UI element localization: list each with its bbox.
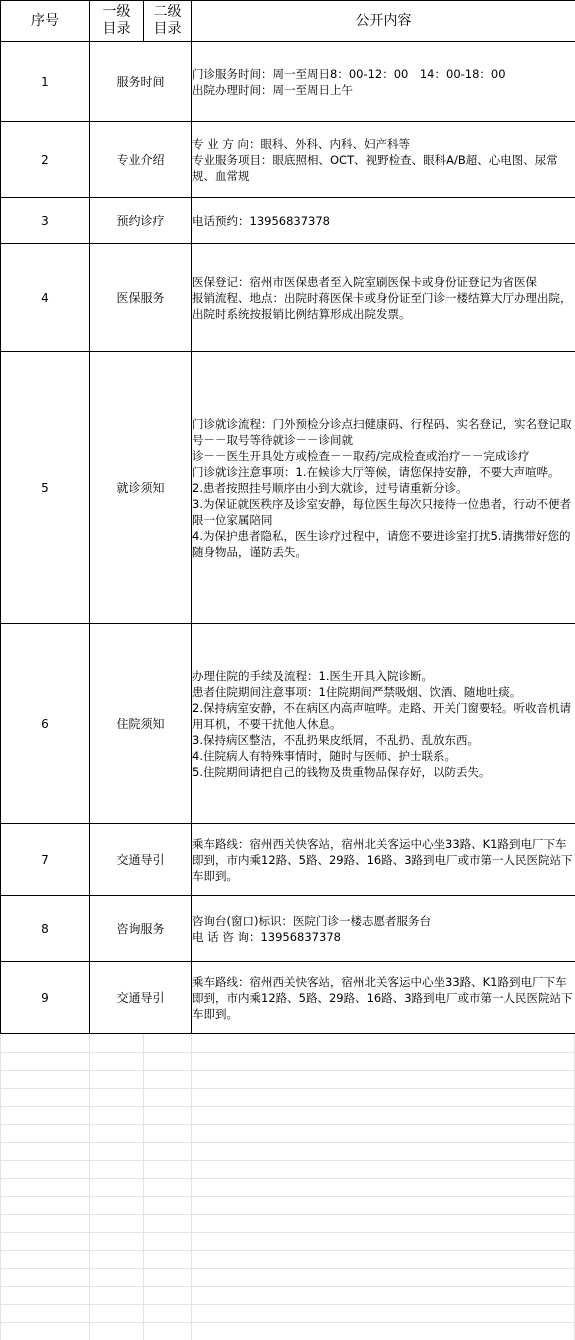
- grid-line: [0, 1088, 575, 1089]
- header-level2: [144, 1, 192, 42]
- content-line: 医保登记：宿州市医保患者至入院室刷医保卡或身份证登记为省医保: [192, 274, 537, 289]
- grid-line: [0, 1160, 575, 1161]
- table-row: [1, 352, 575, 624]
- header-content: 公开内容: [192, 1, 575, 42]
- content-line: 电 话 咨 询：13956837378: [192, 929, 341, 944]
- row-index: 1: [1, 42, 90, 122]
- table-row: [1, 122, 575, 198]
- header-level2-line2: 目录: [153, 21, 182, 37]
- row-content: [192, 244, 575, 352]
- grid-line: [0, 1322, 575, 1323]
- content-line: 2.保持病室安静，不在病区内高声喧哗。走路、开关门窗要轻。听收音机请用耳机，不要干扰他人休息。: [192, 700, 571, 731]
- row-category: 咨询服务: [90, 896, 192, 962]
- header-level1-line1: 一级: [102, 4, 131, 20]
- row-content: [192, 198, 575, 244]
- content-line: 专 业 方 向：眼科、外科、内科、妇产科等: [192, 136, 410, 151]
- content-line: 5.住院期间请把自己的钱物及贵重物品保存好，以防丢失。: [192, 764, 491, 779]
- grid-line: [0, 1304, 575, 1305]
- row-category: 就诊须知: [90, 352, 192, 624]
- row-category: 服务时间: [90, 42, 192, 122]
- row-category: 医保服务: [90, 244, 192, 352]
- content-line: 诊－－医生开具处方或检查－－取药/完成检查或治疗－－完成诊疗: [192, 448, 530, 463]
- content-line: 3.为保证就医秩序及诊室安静，每位医生每次只接待一位患者，行动不便者限一位家属陪同: [192, 496, 571, 527]
- row-category: 专业介绍: [90, 122, 192, 198]
- grid-line: [0, 1286, 575, 1287]
- content-line: 2.患者按照挂号顺序由小到大就诊，过号请重新分诊。: [192, 480, 468, 495]
- row-category: 交通导引: [90, 962, 192, 1034]
- table-row: [1, 896, 575, 962]
- grid-line: [0, 1196, 575, 1197]
- row-index: 8: [1, 896, 90, 962]
- grid-line: [0, 1178, 575, 1179]
- content-line: 门诊就诊流程：门外预检分诊点扫健康码、行程码、实名登记，实名登记取号－－取号等待就诊－－诊间就: [192, 416, 572, 447]
- row-content: [192, 42, 575, 122]
- content-line: 电话预约：13956837378: [192, 213, 330, 228]
- row-content: [192, 896, 575, 962]
- content-line: 咨询台(窗口)标识：医院门诊一楼志愿者服务台: [192, 913, 431, 928]
- table-row: [1, 244, 575, 352]
- grid-line: [0, 1250, 575, 1251]
- grid-line: [0, 1052, 575, 1053]
- content-line: 办理住院的手续及流程：1.医生开具入院诊断。: [192, 668, 433, 683]
- content-line: 乘车路线：宿州西关快客站，宿州北关客运中心坐33路、K1路到电厂下车即到，市内乘12路、5路、29路、16路、3路到电厂或市第一人民医院站下车即到。: [192, 836, 573, 883]
- row-content: [192, 962, 575, 1034]
- content-line: 门诊服务时间：周一至周日8：00-12：00 14：00-18：00: [192, 66, 506, 81]
- grid-line: [0, 1142, 575, 1143]
- header-index: 序号: [1, 1, 90, 42]
- empty-spreadsheet-grid: [0, 1034, 575, 1340]
- table-row: [1, 198, 575, 244]
- row-index: 9: [1, 962, 90, 1034]
- table-row: [1, 624, 575, 824]
- row-category: 住院须知: [90, 624, 192, 824]
- row-content: [192, 352, 575, 624]
- row-content: [192, 122, 575, 198]
- header-level2-line1: 二级: [153, 4, 182, 20]
- table-row: [1, 962, 575, 1034]
- row-category: 预约诊疗: [90, 198, 192, 244]
- content-line: 门诊就诊注意事项：1.在候诊大厅等候，请您保持安静，不要大声喧哗。: [192, 464, 560, 479]
- content-line: 4.为保护患者隐私，医生诊疗过程中，请您不要进诊室打扰5.请携带好您的随身物品，谨防丢失。: [192, 528, 571, 559]
- grid-line: [0, 1034, 1, 1340]
- content-line: 专业服务项目：眼底照相、OCT、视野检查、眼科A/B超、心电图、尿常规、血常规: [192, 152, 558, 183]
- content-line: 3.保持病区整洁，不乱扔果皮纸屑，不乱扔、乱放东西。: [192, 732, 479, 747]
- grid-line: [0, 1214, 575, 1215]
- content-line: 患者住院期间注意事项：1住院期间严禁吸烟、饮酒、随地吐痰。: [192, 684, 522, 699]
- grid-line: [0, 1070, 575, 1071]
- table-row: [1, 42, 575, 122]
- row-index: 7: [1, 824, 90, 896]
- row-index: 5: [1, 352, 90, 624]
- grid-line: [0, 1106, 575, 1107]
- grid-line: [89, 1034, 90, 1340]
- content-line: 报销流程、地点：出院时蒋医保卡或身份证至门诊一楼结算大厅办理出院，出院时系统按报销比例结算形成出院发票。: [192, 290, 572, 321]
- grid-line: [0, 1268, 575, 1269]
- row-index: 6: [1, 624, 90, 824]
- header-level1-line2: 目录: [102, 21, 131, 37]
- row-index: 3: [1, 198, 90, 244]
- grid-line: [0, 1232, 575, 1233]
- content-line: 4.住院病人有特殊事情时，随时与医师、护士联系。: [192, 748, 456, 763]
- row-index: 2: [1, 122, 90, 198]
- row-content: [192, 824, 575, 896]
- row-index: 4: [1, 244, 90, 352]
- table-row: [1, 824, 575, 896]
- grid-line: [0, 1124, 575, 1125]
- row-category: 交通导引: [90, 824, 192, 896]
- grid-line: [191, 1034, 192, 1340]
- header-row: [1, 1, 575, 42]
- header-level1: [90, 1, 144, 42]
- content-line: 出院办理时间：周一至周日上午: [192, 82, 353, 97]
- grid-line: [143, 1034, 144, 1340]
- row-content: [192, 624, 575, 824]
- content-line: 乘车路线：宿州西关快客站，宿州北关客运中心坐33路、K1路到电厂下车即到，市内乘12路、5路、29路、16路、3路到电厂或市第一人民医院站下车即到。: [192, 974, 573, 1021]
